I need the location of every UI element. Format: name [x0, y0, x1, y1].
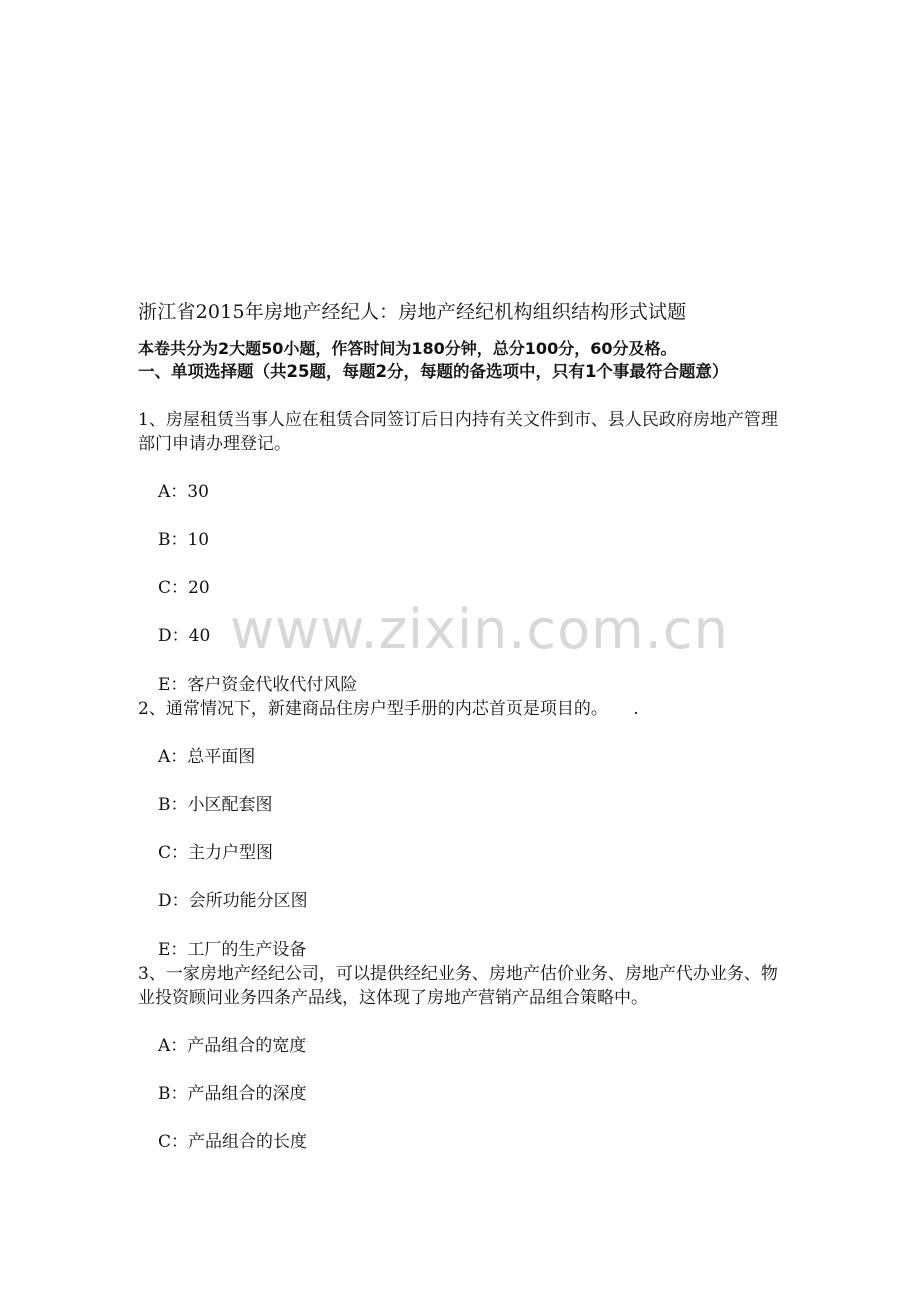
question-2-option-d: D：会所功能分区图 [158, 891, 308, 911]
question-2-option-e: E：工厂的生产设备 [158, 940, 307, 960]
question-1-option-e: E：客户资金代收代付风险 [158, 675, 358, 695]
question-3-option-a: A：产品组合的宽度 [158, 1036, 307, 1056]
question-1-option-d: D：40 [158, 626, 211, 646]
question-2-stem: 2、通常情况下，新建商品住房户型手册的内芯首页是项目的。 . [138, 699, 639, 719]
question-2-option-b: B：小区配套图 [158, 795, 273, 815]
question-3-option-c: C：产品组合的长度 [158, 1132, 308, 1152]
section-heading: 一、单项选择题（共25题，每题2分，每题的备选项中，只有1个事最符合题意） [138, 362, 729, 381]
question-3-option-b: B：产品组合的深度 [158, 1084, 307, 1104]
question-1-stem: 1、房屋租赁当事人应在租赁合同签订后日内持有关文件到市、县人民政府房地产管理部门申请办理登记。 [138, 410, 778, 454]
question-1-option-c: C：20 [158, 578, 210, 598]
exam-summary: 本卷共分为2大题50小题，作答时间为180分钟，总分100分，60分及格。 [138, 339, 677, 358]
question-3-stem: 3、一家房地产经纪公司，可以提供经纪业务、房地产估价业务、房地产代办业务、物业投资顾问业务四条产品线，这体现了房地产营销产品组合策略中。 [138, 964, 778, 1008]
question-2-option-c: C：主力户型图 [158, 843, 274, 863]
question-1-option-b: B：10 [158, 530, 210, 550]
site-watermark: www.zixin.com.cn [230, 598, 729, 661]
question-2-option-a: A：总平面图 [158, 747, 256, 767]
question-1-option-a: A：30 [158, 482, 209, 502]
document-title: 浙江省2015年房地产经纪人：房地产经纪机构组织结构形式试题 [138, 301, 687, 323]
